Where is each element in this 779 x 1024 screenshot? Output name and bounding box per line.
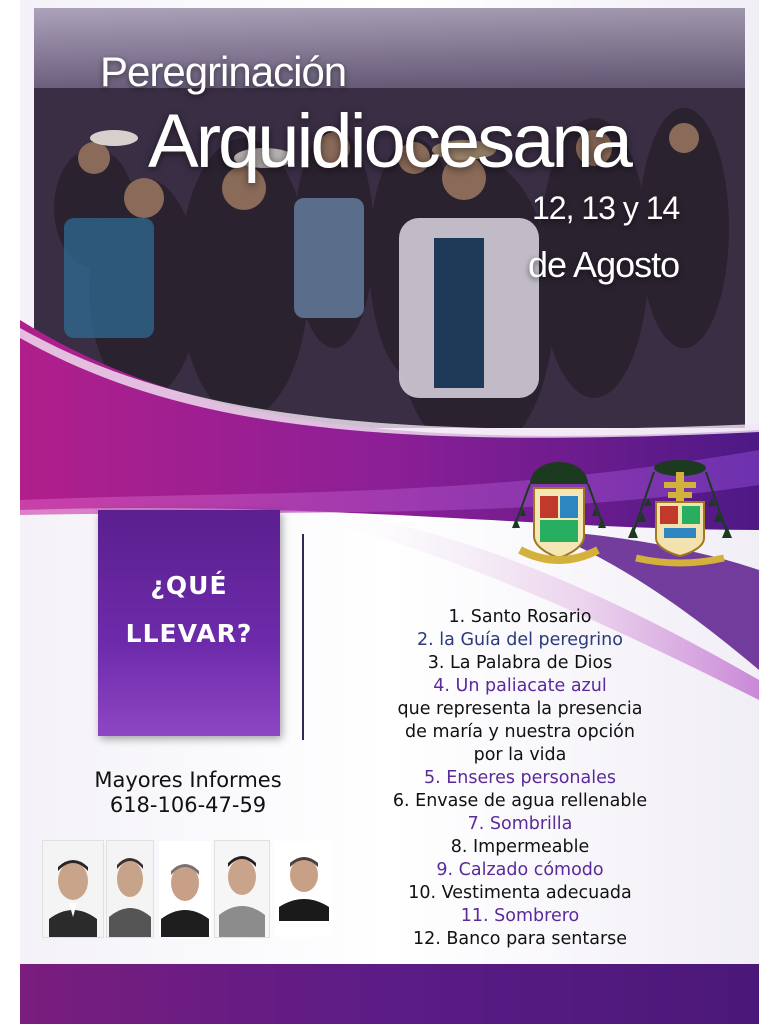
portrait-icon xyxy=(158,840,212,938)
dates-line-1: 12, 13 y 14 xyxy=(532,190,680,226)
list-item: 5. Enseres personales xyxy=(423,768,616,788)
list-item: 8. Impermeable xyxy=(450,837,590,857)
list-item: 2. la Guía del peregrino xyxy=(417,630,623,650)
list-item: de maría y nuestra opción xyxy=(405,722,635,742)
list-item: 1. Santo Rosario xyxy=(448,607,592,627)
archdiocese-crest-icon xyxy=(506,458,612,570)
list-item: que representa la presencia xyxy=(397,699,643,719)
title-line-1: Peregrinación xyxy=(100,48,347,95)
contact-info xyxy=(60,768,316,818)
bishop-crest-icon xyxy=(624,458,736,570)
list-item: 3. La Palabra de Dios xyxy=(427,653,613,673)
items-list xyxy=(320,606,720,951)
portrait-icon xyxy=(42,840,104,938)
list-item: 7. Sombrilla xyxy=(467,814,573,834)
portrait-icon xyxy=(106,840,154,938)
list-item: 4. Un paliacate azul xyxy=(433,676,607,696)
portrait-icon xyxy=(214,840,270,938)
heading-line-2: LLEVAR? xyxy=(125,619,253,648)
bottom-bar xyxy=(20,964,759,1024)
list-item: 10. Vestimenta adecuada xyxy=(408,883,632,903)
title-line-2: Arquidiocesana xyxy=(148,99,630,184)
list-item: 11. Sombrero xyxy=(460,906,580,926)
heading-line-1: ¿QUÉ xyxy=(150,571,228,600)
list-item: 6. Envase de agua rellenable xyxy=(392,791,648,811)
list-item: por la vida xyxy=(473,745,567,765)
what-to-bring-heading xyxy=(98,562,280,658)
poster xyxy=(20,0,759,1024)
list-item: 9. Calzado cómodo xyxy=(436,860,604,880)
info-phone: 618-106-47-59 xyxy=(109,793,267,817)
list-item: 12. Banco para sentarse xyxy=(412,929,628,949)
dates-line-2: de Agosto xyxy=(528,244,680,285)
portraits-row xyxy=(42,840,332,944)
divider-line xyxy=(302,534,304,740)
info-label: Mayores Informes xyxy=(94,768,282,792)
portrait-icon xyxy=(274,840,334,938)
